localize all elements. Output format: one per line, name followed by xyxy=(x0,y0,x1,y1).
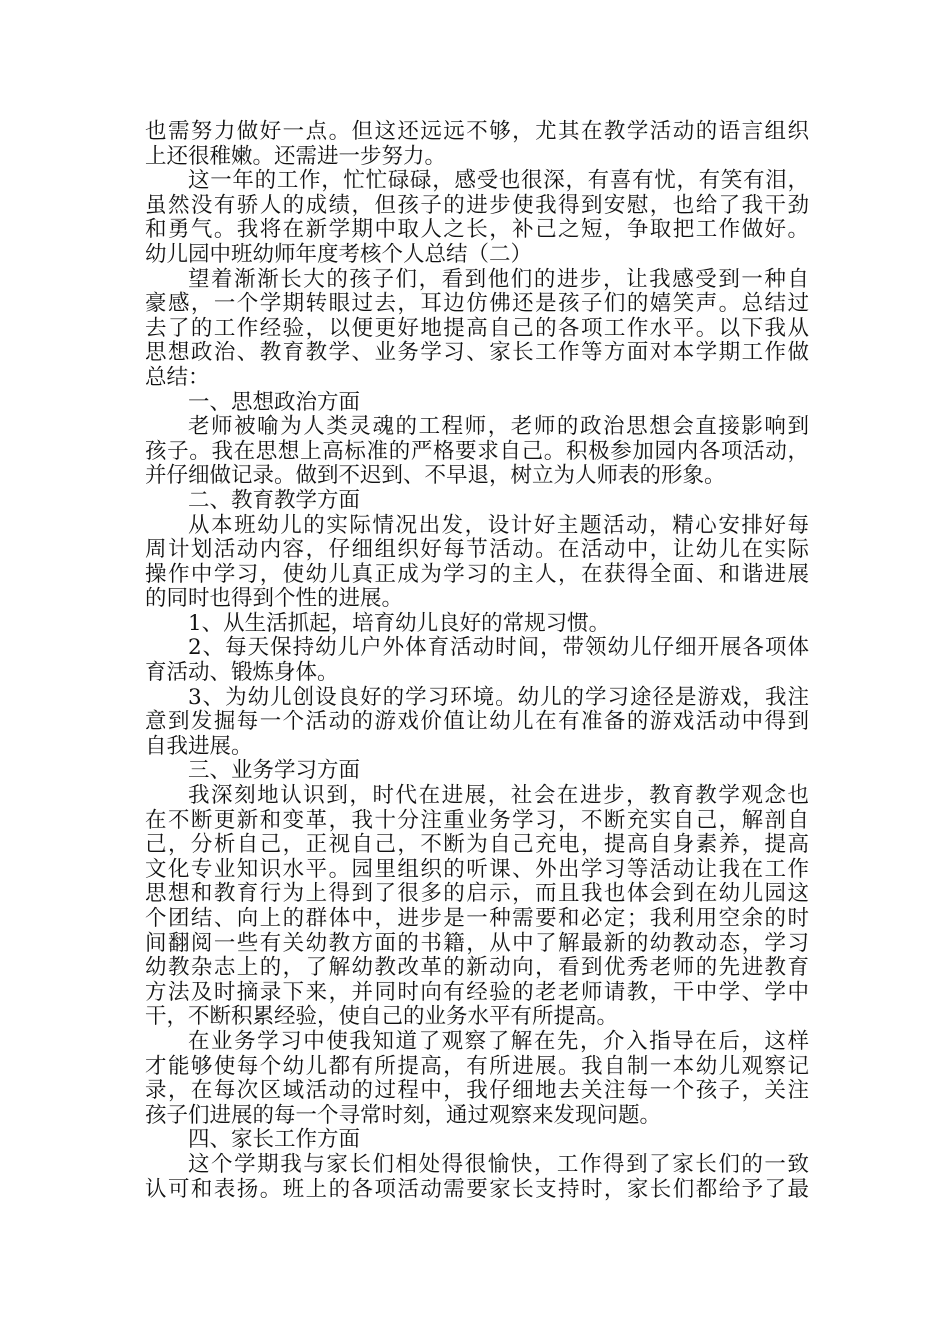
text-line: 这一年的工作，忙忙碌碌，感受也很深，有喜有忧，有笑有泪， xyxy=(188,168,809,194)
text-line: 幼儿园中班幼师年度考核个人总结（二） xyxy=(145,241,533,267)
text-line: 在业务学习中使我知道了观察了解在先，介入指导在后，这样 xyxy=(188,1028,809,1054)
text-line: 间翻阅一些有关幼教方面的书籍，从中了解最新的幼教动态，学习 xyxy=(145,930,809,956)
text-line: 去了的工作经验，以便更好地提高自己的各项工作水平。以下我从 xyxy=(145,315,809,341)
text-line: 录，在每次区域活动的过程中，我仔细地去关注每一个孩子，关注 xyxy=(145,1078,809,1104)
document-body-text xyxy=(145,120,809,1202)
text-line: 意到发掘每一个活动的游戏价值让幼儿在有准备的游戏活动中得到 xyxy=(145,709,809,735)
text-line: 方法及时摘录下来，并同时向有经验的老老师请教，干中学、学中 xyxy=(145,979,809,1005)
text-line: 2、每天保持幼儿户外体育活动时间，带领幼儿仔细开展各项体 xyxy=(188,635,809,661)
text-line: 虽然没有骄人的成绩，但孩子的进步使我得到安慰，也给了我干劲 xyxy=(145,192,809,218)
text-line: 望着渐渐长大的孩子们，看到他们的进步，让我感受到一种自 xyxy=(188,266,809,292)
text-line: 二、教育教学方面 xyxy=(188,487,361,513)
text-line: 上还很稚嫩。还需进一步努力。 xyxy=(145,143,447,169)
text-line: 文化专业知识水平。园里组织的听课、外出学习等活动让我在工作 xyxy=(145,856,809,882)
text-line: 3、为幼儿创设良好的学习环境。幼儿的学习途径是游戏，我注 xyxy=(188,684,809,710)
text-line: 的同时也得到个性的进展。 xyxy=(145,586,404,612)
text-line: 也需努力做好一点。但这还远远不够，尤其在教学活动的语言组织 xyxy=(145,119,809,144)
text-line: 己，分析自己，正视自己，不断为自己充电，提高自身素养，提高 xyxy=(145,832,809,858)
text-line: 在不断更新和变革，我十分注重业务学习，不断充实自己，解剖自 xyxy=(145,807,809,833)
text-line: 三、业务学习方面 xyxy=(188,758,361,784)
text-line: 思想政治、教育教学、业务学习、家长工作等方面对本学期工作做 xyxy=(145,340,809,366)
text-line: 豪感，一个学期转眼过去，耳边仿佛还是孩子们的嬉笑声。总结过 xyxy=(145,291,809,317)
text-line: 一、思想政治方面 xyxy=(188,389,361,415)
text-line: 四、家长工作方面 xyxy=(188,1127,361,1153)
text-line: 育活动、锻炼身体。 xyxy=(145,660,339,686)
text-line: 并仔细做记录。做到不迟到、不早退，树立为人师表的形象。 xyxy=(145,463,726,489)
text-line: 才能够使每个幼儿都有所提高，有所进展。我自制一本幼儿观察记 xyxy=(145,1053,809,1079)
text-line: 认可和表扬。班上的各项活动需要家长支持时，家长们都给予了最 xyxy=(145,1176,809,1202)
text-line: 老师被喻为人类灵魂的工程师，老师的政治思想会直接影响到 xyxy=(188,414,809,440)
text-line: 操作中学习，使幼儿真正成为学习的主人，在获得全面、和谐进展 xyxy=(145,561,809,587)
text-line: 幼教杂志上的，了解幼教改革的新动向，看到优秀老师的先进教育 xyxy=(145,955,809,981)
text-line: 我深刻地认识到，时代在进展，社会在进步，教育教学观念也 xyxy=(188,783,809,809)
text-line: 周计划活动内容，仔细组织好每节活动。在活动中，让幼儿在实际 xyxy=(145,537,809,563)
text-line: 孩子们进展的每一个寻常时刻，通过观察来发现问题。 xyxy=(145,1102,662,1128)
text-line: 1、从生活抓起，培育幼儿良好的常规习惯。 xyxy=(188,610,611,636)
text-line: 从本班幼儿的实际情况出发，设计好主题活动，精心安排好每 xyxy=(188,512,809,538)
text-line: 和勇气。我将在新学期中取人之长，补己之短，争取把工作做好。 xyxy=(145,217,809,243)
text-line: 个团结、向上的群体中，进步是一种需要和必定；我利用空余的时 xyxy=(145,906,809,931)
text-line: 孩子。我在思想上高标准的严格要求自己。积极参加园内各项活动， xyxy=(145,438,809,464)
text-line: 干，不断积累经验，使自己的业务水平有所提高。 xyxy=(145,1004,619,1030)
text-line: 思想和教育行为上得到了很多的启示，而且我也体会到在幼儿园这 xyxy=(145,881,809,907)
text-line: 总结： xyxy=(145,364,210,390)
text-line: 自我进展。 xyxy=(145,733,253,759)
text-line: 这个学期我与家长们相处得很愉快，工作得到了家长们的一致 xyxy=(188,1151,809,1177)
